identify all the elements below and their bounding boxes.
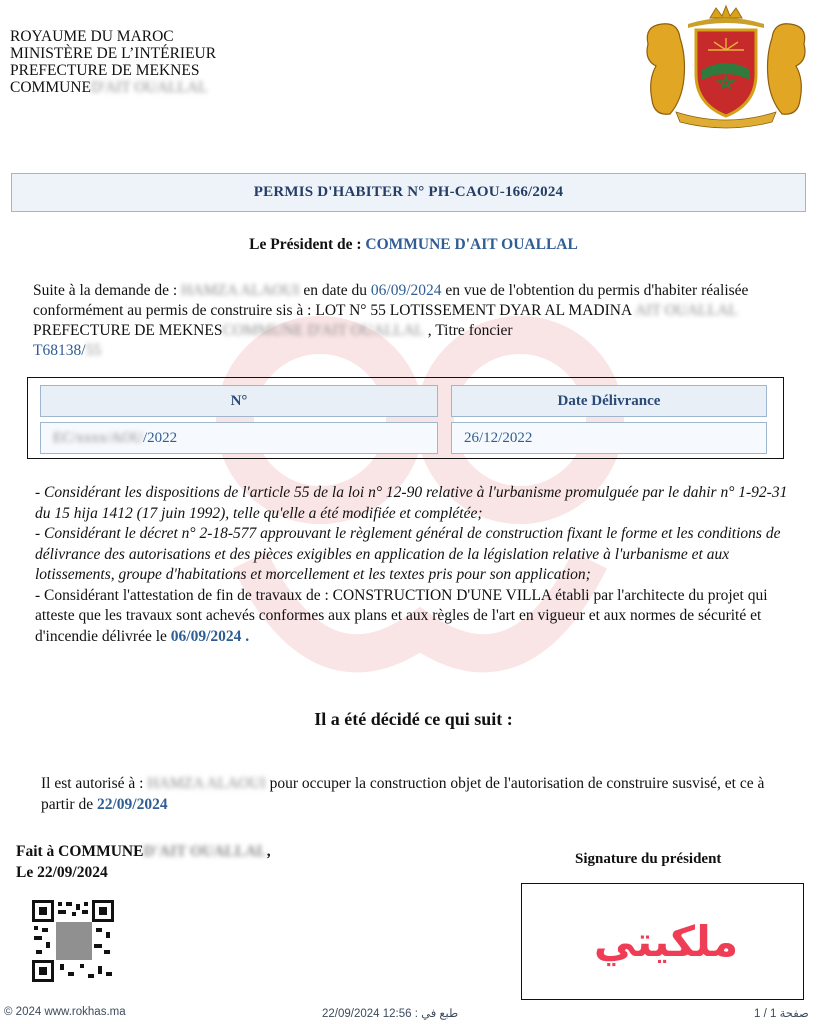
signoff-date: Le 22/09/2024 (16, 864, 108, 881)
titre-value: T68138/ (33, 342, 86, 359)
authorisation-paragraph (41, 773, 801, 815)
footer-page: صفحة 1 / 1 (754, 1008, 809, 1020)
attestation-date: 06/09/2024 . (170, 627, 250, 645)
president-line (0, 236, 827, 254)
authorised-person-redacted: HAMZA ALAOUI (147, 775, 266, 792)
signoff-block (16, 841, 271, 883)
prefecture-line: PREFECTURE DE MEKNES (10, 62, 200, 79)
footer-printed: 22/09/2024 12:56 : طبع في (322, 1008, 459, 1020)
signature-stamp-text: ملكيتي (593, 916, 739, 966)
commune-redacted: COMMUNE D'AIT OUALLAL (222, 322, 424, 339)
request-prefecture: PREFECTURE DE MEKNES (33, 322, 223, 339)
qr-code (32, 900, 114, 982)
authorisation-intro: Il est autorisé à : (41, 775, 144, 792)
fait-label: Fait à COMMUNE (16, 843, 144, 860)
president-label: Le Président de : (249, 236, 362, 253)
permit-date-cell: 26/12/2022 (451, 422, 767, 454)
commune-line (10, 79, 216, 96)
fait-commune-redacted: D'AIT OUALLAL (143, 843, 267, 860)
titre-label: , Titre foncier (427, 322, 513, 339)
considerations-block (35, 483, 805, 647)
footer-website: © 2024 www.rokhas.ma (4, 1006, 126, 1018)
coat-of-arms-emblem (640, 4, 812, 130)
permit-number-suffix: /2022 (143, 429, 178, 446)
signature-stamp (556, 906, 776, 976)
column-header-number: N° (40, 385, 438, 417)
request-date: 06/09/2024 (370, 282, 442, 299)
signature-label: Signature du président (575, 851, 722, 867)
request-date-text: en date du (303, 282, 368, 299)
fait-line (16, 841, 271, 862)
consideration-law: - Considérant les dispositions de l'article 55 de la loi n° 12-90 relative à l'urbanisme promulguée par le dahir n° 1-92-31 du 15 hija 1412 (17 juin 1992), telle qu'elle a été modifiée et complétée; (35, 484, 788, 522)
permit-number-cell (40, 422, 438, 454)
kingdom-line: ROYAUME DU MAROC (10, 28, 174, 45)
request-paragraph (33, 281, 793, 361)
issuer-header (10, 28, 216, 96)
attestation-text: - Considérant l'attestation de fin de travaux de : CONSTRUCTION D'UNE VILLA établi par l'architecte du projet qui atteste que les travaux sont achevés conformes aux plans et aux règles de l'art en vigueur et aux normes de sécurité et d'incendie délivrée le (35, 586, 768, 645)
ministry-line: MINISTÈRE DE L’INTÉRIEUR (10, 45, 217, 62)
permit-table (27, 377, 784, 459)
applicant-redacted: HAMZA ALAOUI (181, 282, 300, 299)
permit-title: PERMIS D'HABITER N° PH-CAOU-166/2024 (11, 173, 806, 212)
request-text: en vue de l'obtention du permis d'habiter réalisée conformément au permis de construire sis à : LOT N° 55 LOTISSEMENT DYAR AL MADINA (33, 282, 749, 319)
consideration-decree: - Considérant le décret n° 2-18-577 approuvant le règlement général de construction fixant le forme et les conditions de délivrance des autorisations et des pièces exigibles en application de la législation relative à l'urbanisme et aux lotissements, groupe d'habitations et morcellement et les textes pris pour son application; (35, 525, 781, 583)
consideration-attestation (35, 586, 805, 648)
decision-heading: Il a été décidé ce qui suit : (314, 709, 513, 729)
authorisation-text: pour occuper la construction objet de l'autorisation de construire susvisé, et ce à partir de (41, 775, 765, 813)
column-header-date: Date Délivrance (451, 385, 767, 417)
fait-comma: , (266, 843, 271, 860)
president-commune: COMMUNE D'AIT OUALLAL (365, 236, 578, 253)
commune-label: COMMUNE (10, 79, 91, 96)
permit-number-redacted: EC/xxxx/AOU (53, 429, 143, 446)
commune-name-redacted: D'AIT OUALLAL (90, 79, 208, 96)
request-intro: Suite à la demande de : (33, 282, 178, 299)
authorisation-date: 22/09/2024 (96, 796, 168, 813)
location-redacted: AIT OUALLAL (635, 302, 738, 319)
titre-redacted: 55 (85, 342, 102, 359)
